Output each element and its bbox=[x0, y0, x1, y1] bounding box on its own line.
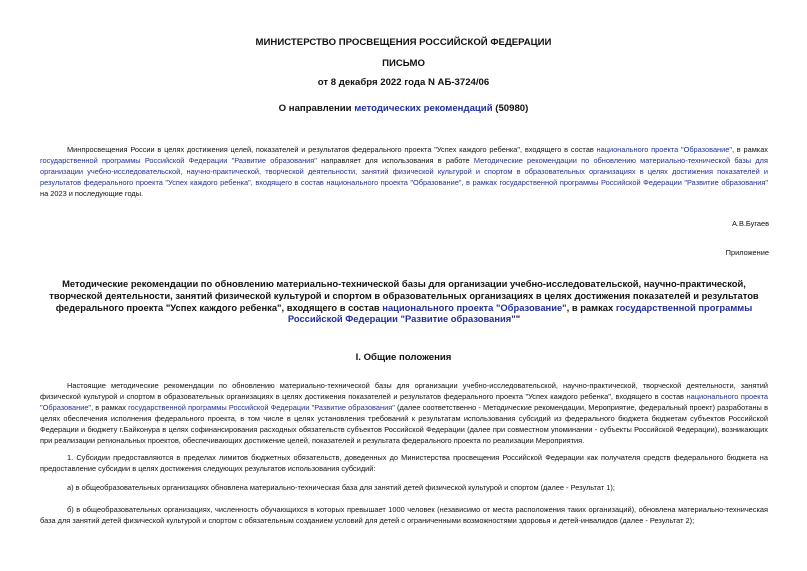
link-national-project[interactable]: национального проекта "Образование" bbox=[596, 145, 732, 154]
appendix-link-national-project[interactable]: национального проекта "Образование" bbox=[382, 301, 567, 313]
document-type: ПИСЬМО bbox=[382, 58, 425, 69]
document-subject bbox=[0, 103, 807, 114]
paragraph-general bbox=[40, 381, 768, 446]
subject-suffix: (50980) bbox=[492, 103, 529, 114]
signature: А.В.Бугаев bbox=[731, 219, 769, 228]
letter-text-2: , в рамках bbox=[732, 145, 768, 154]
paragraph-subsidies: 1. Субсидии предоставляются в пределах лимитов бюджетных обязательств, доведенных до Министерства просвещения Российской Федерации как получателя средств федерального бюджета на предоставление субсидии в целях достижения следующих результатов использования субсидий: bbox=[40, 453, 768, 473]
subject-prefix: О направлении bbox=[278, 103, 355, 114]
letter-text-1: Минпросвещения России в целях достижения целей, показателей и результатов федерального проекта "Успех каждого ребенка", входящего в состав bbox=[67, 145, 597, 154]
appendix-link-state-program[interactable]: государственной программы Российской Федерации "Развитие образования" bbox=[287, 301, 753, 325]
document-date-number: от 8 декабря 2022 года N АБ-3724/06 bbox=[317, 77, 490, 88]
section-heading: I. Общие положения bbox=[355, 352, 452, 363]
letter-paragraph bbox=[40, 145, 768, 200]
appendix-label: Приложение bbox=[725, 248, 769, 257]
appendix-title-text-1: Методические рекомендации по обновлению материально-технической базы для организации учебно-исследовательской, научно-практической, творческой деятельности, занятий физической культурой и спортом в образовательных организациях в целях достижения показателей и результатов федерального проекта "Успех каждого ребенка", входящего в состав bbox=[49, 278, 759, 313]
letter-text-4: на 2023 и последующие годы. bbox=[40, 188, 144, 198]
general-text-1: Настоящие методические рекомендации по обновлению материально-технической базы для организации учебно-исследовательской, научно-практической, творческой деятельности, занятий физической культурой и спортом в образовательных организациях в целях достижения показателей и результатов федерального проекта "Успех каждого ребенка", входящего в состав bbox=[40, 381, 768, 401]
general-link-state-program[interactable]: государственной программы Российской Федерации "Развитие образования" bbox=[128, 402, 395, 412]
letter-text-3: направляет для использования в работе bbox=[316, 155, 474, 165]
link-methodical-recommendations[interactable]: Методические рекомендации по обновлению материально-технической базы для организации учебно-исследовательской, научно-практической, творческой деятельности, занятий физической культурой и спортом в образовательных организациях в целях достижения показателей и результатов федерального проекта "Успех каждого ребенка", входящего в состав национального проекта "Образование", в рамках государственной программы Российской Федерации "Развитие образования" bbox=[40, 155, 768, 187]
general-link-national-project[interactable]: национального проекта "Образование" bbox=[40, 391, 768, 412]
paragraph-result-2: б) в общеобразовательных организациях, численность обучающихся в которых превышает 1000 человек (независимо от места расположения таких организаций), обновлена материально-техническая база для занятий детей физической культурой и спортом с обязательным созданием условий для детей с ограниченными возможностями здоровья и детей-инвалидов (далее - Результат 2); bbox=[40, 505, 768, 525]
subject-link[interactable]: методических рекомендаций bbox=[354, 103, 493, 114]
link-state-program[interactable]: государственной программы Российской Федерации "Развитие образования" bbox=[40, 155, 317, 165]
appendix-title-text-2: , в рамках bbox=[566, 301, 616, 313]
appendix-title: Методические рекомендации по обновлению материально-технической базы для организации учебно-исследовательской, научно-практической, творческой деятельности, занятий физической культурой и спортом в образовательных организациях в целях достижения показателей и результатов федерального проекта "Успех каждого ребенка", входящего в состав национального проекта "Образование", в рамках государственной программы Российской Федерации "Развитие образования"" bbox=[49, 278, 759, 325]
general-text-3: (далее соответственно - Методические рекомендации, Мероприятие, федеральный проект) разработаны в целях обеспечения исполнения федерального проекта, в том числе в целях установления требований к результатам использования субсидий из федерального бюджета бюджетам субъектов Российской Федерации и бюджету г.Байконура в целях софинансирования расходных обязательств субъектов Российской Федерации (далее при совместном упоминании - субъекты Российской Федерации), возникающих при реализации региональных проектов, обеспечивающих достижение целей, показателей и результата федерального проекта по реализации Мероприятия. bbox=[40, 402, 768, 445]
general-text-2: , в рамках bbox=[91, 402, 129, 412]
ministry-heading: МИНИСТЕРСТВО ПРОСВЕЩЕНИЯ РОССИЙСКОЙ ФЕДЕРАЦИИ bbox=[255, 37, 552, 48]
paragraph-result-1: а) в общеобразовательных организациях обновлена материально-техническая база для занятий детей физической культурой и спортом (далее - Результат 1); bbox=[67, 483, 615, 492]
